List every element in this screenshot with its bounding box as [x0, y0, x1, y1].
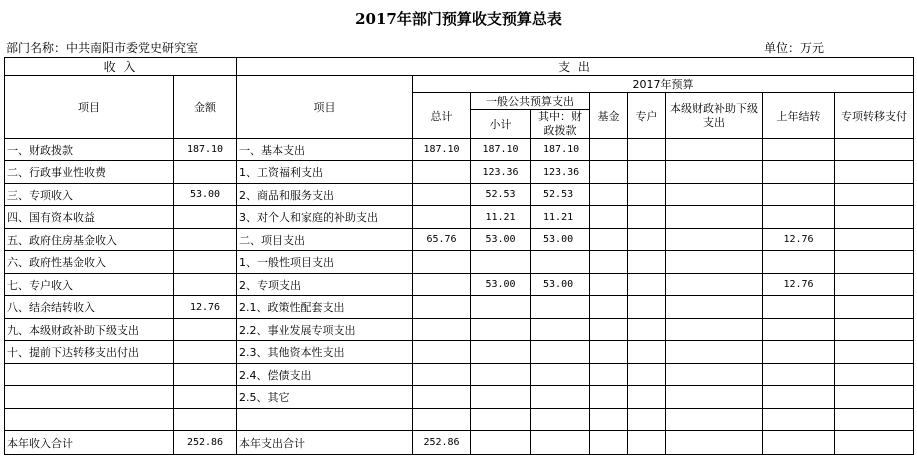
transfer-header: 专项转移支付 — [835, 93, 914, 139]
income-amount-cell — [174, 251, 237, 274]
financial-allocation-cell — [531, 431, 590, 455]
total-cell: 252.86 — [413, 431, 471, 455]
income-amount-cell — [174, 229, 237, 251]
total-cell — [413, 161, 471, 184]
department-name: 部门名称：中共南阳市委党史研究室 — [6, 41, 199, 55]
income-item-cell: 三、专项收入 — [5, 184, 174, 206]
subtotal-cell: 123.36 — [471, 161, 531, 184]
income-amount-cell: 53.00 — [174, 184, 237, 206]
financial-allocation-cell — [531, 386, 590, 409]
income-item-cell — [5, 386, 174, 409]
carry-over-header: 上年结转 — [763, 93, 835, 139]
expense-item-cell: 1、工资福利支出 — [237, 161, 413, 184]
financial-allocation-cell: 187.10 — [531, 139, 590, 161]
fund-cell — [590, 206, 628, 229]
carry-over-cell — [763, 431, 835, 455]
income-amount-cell — [174, 409, 237, 431]
transfer-cell — [835, 251, 914, 274]
transfer-cell — [835, 161, 914, 184]
financial-allocation-cell: 53.00 — [531, 229, 590, 251]
special-account-cell — [628, 274, 666, 296]
lower-subsidy-cell — [666, 341, 763, 364]
budget-year-header: 2017年预算 — [413, 76, 914, 93]
income-amount-cell — [174, 161, 237, 184]
transfer-cell — [835, 364, 914, 386]
expense-item-cell: 2、商品和服务支出 — [237, 184, 413, 206]
subtotal-cell — [471, 251, 531, 274]
table-row — [5, 161, 914, 184]
special-account-cell — [628, 364, 666, 386]
of-which-header: 其中：财政拨款 — [531, 110, 590, 139]
income-amount-cell — [174, 386, 237, 409]
table-row — [5, 386, 914, 409]
fund-cell — [590, 274, 628, 296]
special-account-cell — [628, 139, 666, 161]
carry-over-cell — [763, 386, 835, 409]
table-row — [5, 251, 914, 274]
income-amount-cell: 187.10 — [174, 139, 237, 161]
expense-item-cell — [237, 409, 413, 431]
transfer-cell — [835, 206, 914, 229]
carry-over-cell — [763, 161, 835, 184]
lower-subsidy-cell — [666, 386, 763, 409]
income-item-cell — [5, 364, 174, 386]
unit-label: 单位：万元 — [764, 41, 825, 55]
fund-cell — [590, 431, 628, 455]
expense-item-cell: 一、基本支出 — [237, 139, 413, 161]
expense-item-cell: 3、对个人和家庭的补助支出 — [237, 206, 413, 229]
transfer-cell — [835, 341, 914, 364]
carry-over-cell: 12.76 — [763, 229, 835, 251]
income-item-cell: 本年收入合计 — [5, 431, 174, 455]
lower-subsidy-header: 本级财政补助下级支出 — [666, 93, 763, 139]
total-cell — [413, 409, 471, 431]
special-account-cell — [628, 341, 666, 364]
income-header: 收 入 — [5, 58, 237, 76]
financial-allocation-cell: 11.21 — [531, 206, 590, 229]
lower-subsidy-cell — [666, 161, 763, 184]
carry-over-cell — [763, 206, 835, 229]
special-account-cell — [628, 319, 666, 341]
income-amount-header: 金额 — [174, 76, 237, 139]
total-cell: 65.76 — [413, 229, 471, 251]
financial-allocation-cell: 52.53 — [531, 184, 590, 206]
transfer-cell — [835, 431, 914, 455]
income-item-cell: 二、行政事业性收费 — [5, 161, 174, 184]
financial-allocation-cell — [531, 341, 590, 364]
total-cell — [413, 386, 471, 409]
financial-allocation-cell: 123.36 — [531, 161, 590, 184]
table-row — [5, 184, 914, 206]
lower-subsidy-cell — [666, 206, 763, 229]
income-amount-cell: 252.86 — [174, 431, 237, 455]
lower-subsidy-cell — [666, 274, 763, 296]
total-cell: 187.10 — [413, 139, 471, 161]
special-account-cell — [628, 431, 666, 455]
income-item-cell: 六、政府性基金收入 — [5, 251, 174, 274]
lower-subsidy-cell — [666, 184, 763, 206]
fund-header: 基金 — [590, 93, 628, 139]
total-cell — [413, 296, 471, 319]
fund-cell — [590, 364, 628, 386]
transfer-cell — [835, 184, 914, 206]
carry-over-cell — [763, 364, 835, 386]
fund-cell — [590, 409, 628, 431]
total-cell — [413, 184, 471, 206]
table-row — [5, 341, 914, 364]
lower-subsidy-cell — [666, 431, 763, 455]
subtotal-cell: 53.00 — [471, 229, 531, 251]
total-header: 总计 — [413, 93, 471, 139]
table-row — [5, 296, 914, 319]
subtotal-cell — [471, 409, 531, 431]
table-row — [5, 206, 914, 229]
lower-subsidy-cell — [666, 251, 763, 274]
special-account-cell — [628, 386, 666, 409]
income-item-cell: 四、国有资本收益 — [5, 206, 174, 229]
subtotal-cell: 52.53 — [471, 184, 531, 206]
fund-cell — [590, 161, 628, 184]
special-account-cell — [628, 206, 666, 229]
general-budget-header: 一般公共预算支出 — [471, 93, 590, 110]
lower-subsidy-cell — [666, 319, 763, 341]
financial-allocation-cell — [531, 409, 590, 431]
fund-cell — [590, 251, 628, 274]
fund-cell — [590, 184, 628, 206]
lower-subsidy-cell — [666, 296, 763, 319]
fund-cell — [590, 296, 628, 319]
expense-item-cell: 2.2、事业发展专项支出 — [237, 319, 413, 341]
financial-allocation-cell — [531, 319, 590, 341]
table-title: 2017年部门预算收支预算总表 — [355, 10, 562, 28]
carry-over-cell — [763, 341, 835, 364]
special-account-cell — [628, 161, 666, 184]
budget-table — [4, 57, 914, 455]
lower-subsidy-cell — [666, 229, 763, 251]
subtotal-cell — [471, 386, 531, 409]
expense-item-cell: 2.5、其它 — [237, 386, 413, 409]
fund-cell — [590, 341, 628, 364]
subtotal-cell — [471, 319, 531, 341]
subtotal-cell — [471, 364, 531, 386]
special-account-header: 专户 — [628, 93, 666, 139]
income-amount-cell — [174, 274, 237, 296]
subtotal-cell — [471, 431, 531, 455]
fund-cell — [590, 139, 628, 161]
carry-over-cell — [763, 409, 835, 431]
table-row — [5, 364, 914, 386]
table-row — [5, 319, 914, 341]
carry-over-cell — [763, 319, 835, 341]
transfer-cell — [835, 296, 914, 319]
total-cell — [413, 364, 471, 386]
carry-over-cell — [763, 251, 835, 274]
lower-subsidy-cell — [666, 409, 763, 431]
expense-item-header: 项目 — [237, 76, 413, 139]
fund-cell — [590, 386, 628, 409]
carry-over-cell — [763, 139, 835, 161]
financial-allocation-cell — [531, 364, 590, 386]
expense-item-cell: 2.4、偿债支出 — [237, 364, 413, 386]
income-amount-cell — [174, 319, 237, 341]
total-cell — [413, 341, 471, 364]
financial-allocation-cell — [531, 251, 590, 274]
income-amount-cell: 12.76 — [174, 296, 237, 319]
income-item-cell — [5, 409, 174, 431]
expense-item-cell: 2.1、政策性配套支出 — [237, 296, 413, 319]
transfer-cell — [835, 409, 914, 431]
income-amount-cell — [174, 206, 237, 229]
subtotal-cell: 187.10 — [471, 139, 531, 161]
expense-item-cell: 1、一般性项目支出 — [237, 251, 413, 274]
income-item-header: 项目 — [5, 76, 174, 139]
financial-allocation-cell: 53.00 — [531, 274, 590, 296]
special-account-cell — [628, 296, 666, 319]
subtotal-header: 小计 — [471, 110, 531, 139]
carry-over-cell — [763, 296, 835, 319]
special-account-cell — [628, 184, 666, 206]
special-account-cell — [628, 409, 666, 431]
total-cell — [413, 251, 471, 274]
subtotal-cell — [471, 341, 531, 364]
income-item-cell: 一、财政拨款 — [5, 139, 174, 161]
financial-allocation-cell — [531, 296, 590, 319]
income-item-cell: 七、专户收入 — [5, 274, 174, 296]
total-cell — [413, 206, 471, 229]
lower-subsidy-cell — [666, 139, 763, 161]
subtotal-cell: 11.21 — [471, 206, 531, 229]
expense-item-cell: 2、专项支出 — [237, 274, 413, 296]
carry-over-cell: 12.76 — [763, 274, 835, 296]
subtotal-cell: 53.00 — [471, 274, 531, 296]
income-amount-cell — [174, 341, 237, 364]
table-row — [5, 274, 914, 296]
table-row — [5, 229, 914, 251]
transfer-cell — [835, 386, 914, 409]
expense-item-cell: 二、项目支出 — [237, 229, 413, 251]
transfer-cell — [835, 319, 914, 341]
transfer-cell — [835, 274, 914, 296]
transfer-cell — [835, 139, 914, 161]
fund-cell — [590, 229, 628, 251]
special-account-cell — [628, 251, 666, 274]
income-item-cell: 八、结余结转收入 — [5, 296, 174, 319]
total-cell — [413, 274, 471, 296]
table-row — [5, 409, 914, 431]
expense-item-cell: 2.3、其他资本性支出 — [237, 341, 413, 364]
income-amount-cell — [174, 364, 237, 386]
income-item-cell: 十、提前下达转移支出付出 — [5, 341, 174, 364]
carry-over-cell — [763, 184, 835, 206]
transfer-cell — [835, 229, 914, 251]
expense-item-cell: 本年支出合计 — [237, 431, 413, 455]
table-row — [5, 431, 914, 455]
subtotal-cell — [471, 296, 531, 319]
income-item-cell: 五、政府住房基金收入 — [5, 229, 174, 251]
fund-cell — [590, 319, 628, 341]
table-row — [5, 139, 914, 161]
lower-subsidy-cell — [666, 364, 763, 386]
total-cell — [413, 319, 471, 341]
special-account-cell — [628, 229, 666, 251]
expense-header: 支 出 — [237, 58, 914, 76]
income-item-cell: 九、本级财政补助下级支出 — [5, 319, 174, 341]
